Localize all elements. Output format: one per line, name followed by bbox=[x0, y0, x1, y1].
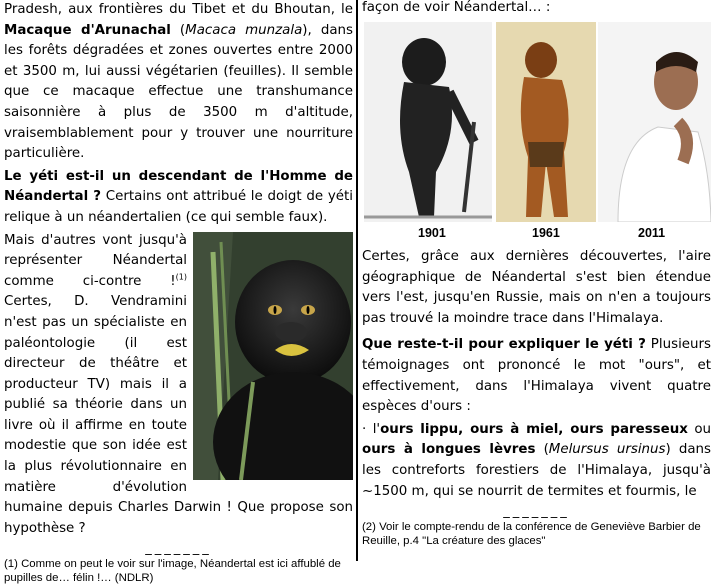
footnote-2: (2) Voir le compte-rendu de la conférence de Geneviève Barbier de Reuille, p.4 "La créature des glaces" bbox=[362, 521, 701, 548]
year-label-2011: 2011 bbox=[638, 226, 666, 240]
left-paragraph-2 bbox=[4, 167, 353, 229]
species-name: Macaque d'Arunachal bbox=[4, 22, 171, 38]
text-run: Certes, D. Vendramini n'est pas un spécialiste en paléontologie (il est directeur de théâtre et producteur TV) mais il a publié sa théorie dans un livre où il affirme en toute modestie que son idée est la plus révolutionnaire en matière d'évolution humaine depuis Charles Darwin ! Que propose son hypothèse ? bbox=[4, 294, 353, 536]
yeti-neanderthal-illustration bbox=[193, 232, 353, 480]
left-column bbox=[4, 0, 353, 585]
question-heading: Le yéti est-il un descendant de l'Homme de Néandertal ? bbox=[4, 168, 353, 205]
bear-name: ours à longues lèvres bbox=[362, 442, 536, 458]
footnote-ref: (1) bbox=[175, 272, 187, 282]
bear-names: ours lippu, ours à miel, ours paresseux bbox=[380, 421, 688, 437]
text-run: ( bbox=[535, 442, 549, 458]
text-run: ou bbox=[687, 421, 712, 437]
right-paragraph-1: Certes, grâce aux dernières découvertes, l'aire géographique de Néandertal s'est bien étendue vers l'est, jusqu'en Russie, mais on n'en a toujours pas trouvé la moindre trace dans l'Himalaya. bbox=[362, 249, 711, 326]
text-run: Certains ont attribué le doigt de yéti relique à un néandertalien (ce qui semble faux). bbox=[4, 189, 353, 225]
text-run: Mais d'autres vont jusqu'à représenter Néandertal comme ci-contre ! bbox=[4, 232, 187, 289]
column-divider bbox=[356, 0, 358, 561]
year-label-1901: 1901 bbox=[418, 226, 446, 240]
neanderthal-evolution-images bbox=[362, 22, 711, 240]
right-body-text bbox=[362, 247, 711, 548]
text-run: Pradesh, aux frontières du Tibet et du Bhoutan, le bbox=[4, 2, 353, 17]
footnote-1: (1) Comme on peut le voir sur l'image, Néandertal est ici affublé de pupilles de… félin !… (NDLR) bbox=[4, 558, 341, 585]
neanderthal-1961-image bbox=[496, 22, 596, 222]
right-paragraph-3 bbox=[362, 420, 711, 502]
text-run: ) dans les contreforts forestiers de l'Himalaya, jusqu'à ~1500 m, qui se nourrit de termites et fourmis, le bbox=[362, 442, 712, 499]
question-heading: Que reste-t-il pour expliquer le yéti ? bbox=[362, 337, 646, 353]
neanderthal-1901-image bbox=[364, 22, 492, 222]
text-run: ), dans les forêts dégradées et zones ouvertes entre 2000 et 3500 m, lui aussi végétarien (feuilles). Il semble que ce macaque effectue une transhumance saisonnière à plus de 3500 m d'altitude, vraisemblablement pour y trouver une nourriture particulière. bbox=[4, 22, 354, 162]
right-top-caption: façon de voir Néandertal… : bbox=[362, 0, 551, 15]
year-label-1961: 1961 bbox=[532, 226, 560, 240]
text-run: Plusieurs témoignages ont prononcé le mot "ours", et effectivement, dans l'Himalaya vivent quatre espèces d'ours : bbox=[362, 337, 711, 415]
footnote-separator: _______ bbox=[503, 504, 570, 520]
right-column bbox=[362, 0, 712, 548]
text-run: · l' bbox=[362, 421, 381, 437]
text-run: ( bbox=[170, 22, 186, 38]
footnote-separator: _______ bbox=[145, 541, 212, 557]
neanderthal-2011-image bbox=[598, 22, 711, 222]
latin-name: Melursus ursinus bbox=[548, 442, 666, 458]
left-paragraph-1 bbox=[4, 0, 353, 165]
latin-name: Macaca munzala bbox=[185, 22, 303, 38]
yeti-drawing bbox=[193, 232, 353, 480]
right-paragraph-2 bbox=[362, 335, 711, 417]
